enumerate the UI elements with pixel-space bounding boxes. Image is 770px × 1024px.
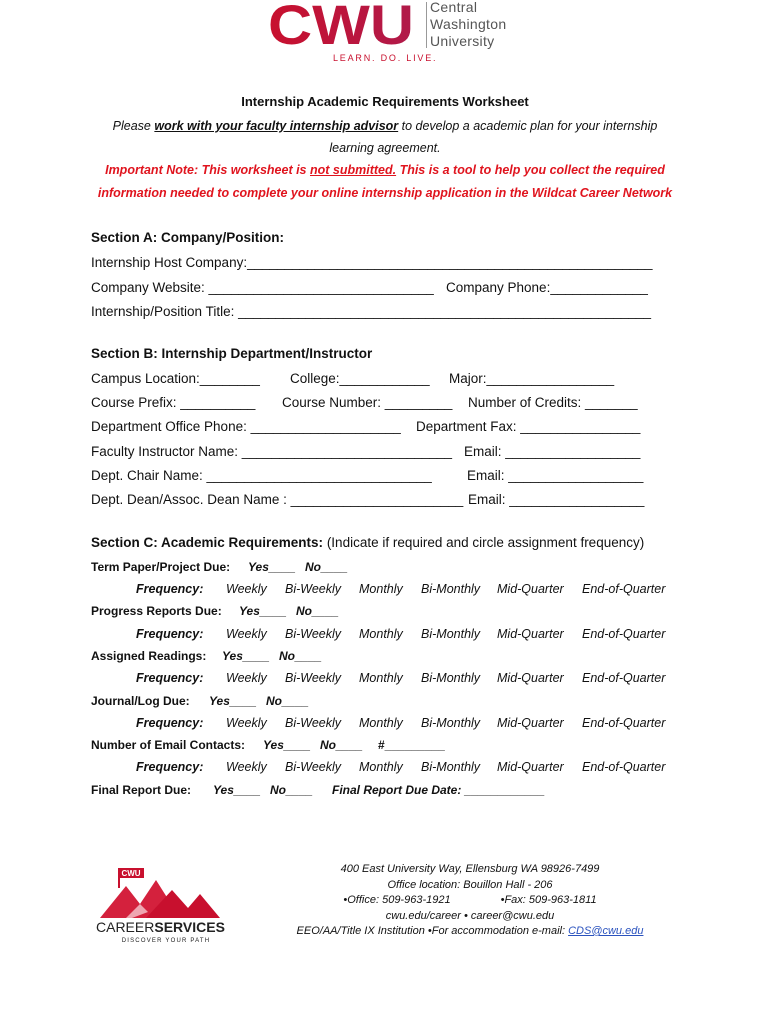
position-title-field[interactable]: Internship/Position Title: _______________________________________________________ bbox=[91, 304, 652, 319]
frequency-label: Frequency: bbox=[136, 716, 204, 730]
advisor-emphasis: work with your faculty internship advisor bbox=[154, 119, 399, 133]
frequency-option[interactable]: Weekly bbox=[226, 716, 267, 730]
company-website-field[interactable]: Company Website: ______________________________ bbox=[91, 280, 434, 295]
frequency-option[interactable]: Weekly bbox=[226, 671, 267, 685]
section-b-heading: Section B: Internship Department/Instructor bbox=[91, 346, 373, 361]
credits-field[interactable]: Number of Credits: _______ bbox=[468, 395, 638, 410]
intro-line-2: learning agreement. bbox=[329, 141, 441, 155]
frequency-option[interactable]: Mid-Quarter bbox=[497, 582, 564, 596]
faculty-email-field[interactable]: Email: __________________ bbox=[464, 444, 641, 459]
svg-text:CAREERSERVICES: CAREERSERVICES bbox=[96, 919, 225, 935]
frequency-option[interactable]: Bi-Weekly bbox=[285, 627, 342, 641]
requirement-yes-option[interactable]: Yes____ bbox=[222, 649, 270, 663]
frequency-option[interactable]: Monthly bbox=[359, 760, 403, 774]
requirement-yes-option[interactable]: Yes____ bbox=[263, 738, 311, 752]
faculty-name-field[interactable]: Faculty Instructor Name: ____________________________ bbox=[91, 444, 453, 459]
requirement-label: Journal/Log Due: bbox=[91, 694, 190, 708]
dean-email-field[interactable]: Email: __________________ bbox=[468, 492, 645, 507]
requirement-label: Term Paper/Project Due: bbox=[91, 560, 231, 574]
logo-divider bbox=[426, 2, 427, 48]
frequency-option[interactable]: Weekly bbox=[226, 582, 267, 596]
frequency-option[interactable]: Bi-Monthly bbox=[421, 760, 481, 774]
requirement-yes-option[interactable]: Yes____ bbox=[239, 604, 287, 618]
important-note-line-1: Important Note: This worksheet is not submitted. This is a tool to help you collect the required bbox=[105, 163, 665, 177]
svg-text:DISCOVER YOUR PATH: DISCOVER YOUR PATH bbox=[121, 938, 211, 944]
requirement-no-option[interactable]: No____ bbox=[279, 649, 322, 663]
frequency-label: Frequency: bbox=[136, 627, 204, 641]
dept-phone-field[interactable]: Department Office Phone: ____________________ bbox=[91, 419, 401, 434]
footer-web: cwu.edu/career • career@cwu.edu bbox=[385, 910, 555, 922]
footer-eeo: EEO/AA/Title IX Institution •For accommodation e-mail: CDS@cwu.edu bbox=[296, 925, 644, 937]
major-field[interactable]: Major:_________________ bbox=[449, 371, 615, 386]
frequency-option[interactable]: Bi-Monthly bbox=[421, 627, 481, 641]
campus-location-field[interactable]: Campus Location:________ bbox=[91, 371, 260, 386]
college-field[interactable]: College:____________ bbox=[290, 371, 430, 386]
section-a-heading: Section A: Company/Position: bbox=[91, 230, 285, 245]
frequency-option[interactable]: Monthly bbox=[359, 671, 403, 685]
host-company-field[interactable]: Internship Host Company:______________________________________________________ bbox=[91, 255, 653, 270]
email-contacts-count-field[interactable]: #_________ bbox=[378, 738, 445, 752]
career-services-logo bbox=[96, 864, 236, 944]
requirement-label: Assigned Readings: bbox=[91, 649, 207, 663]
frequency-label: Frequency: bbox=[136, 671, 204, 685]
chair-email-field[interactable]: Email: __________________ bbox=[467, 468, 644, 483]
frequency-option[interactable]: Bi-Weekly bbox=[285, 716, 342, 730]
frequency-option[interactable]: Bi-Weekly bbox=[285, 582, 342, 596]
frequency-option[interactable]: Mid-Quarter bbox=[497, 716, 564, 730]
requirement-no-option[interactable]: No____ bbox=[296, 604, 339, 618]
frequency-option[interactable]: Bi-Monthly bbox=[421, 582, 481, 596]
frequency-option[interactable]: Bi-Monthly bbox=[421, 716, 481, 730]
footer-address: 400 East University Way, Ellensburg WA 98926-7499 bbox=[340, 863, 600, 875]
logo-badge-text: CWU bbox=[121, 869, 141, 878]
frequency-option[interactable]: Mid-Quarter bbox=[497, 671, 564, 685]
final-report-no-option[interactable]: No____ bbox=[270, 783, 313, 797]
requirement-no-option[interactable]: No____ bbox=[266, 694, 309, 708]
frequency-option[interactable]: End-of-Quarter bbox=[582, 671, 666, 685]
frequency-option[interactable]: Bi-Weekly bbox=[285, 671, 342, 685]
page-title: Internship Academic Requirements Worksheet bbox=[241, 94, 529, 109]
frequency-option[interactable]: Monthly bbox=[359, 582, 403, 596]
frequency-option[interactable]: Bi-Weekly bbox=[285, 760, 342, 774]
frequency-option[interactable]: Monthly bbox=[359, 627, 403, 641]
frequency-label: Frequency: bbox=[136, 582, 204, 596]
accommodation-email-link[interactable]: CDS@cwu.edu bbox=[568, 925, 644, 937]
frequency-option[interactable]: Mid-Quarter bbox=[497, 627, 564, 641]
dean-name-field[interactable]: Dept. Dean/Assoc. Dean Name : _______________________ bbox=[91, 492, 464, 507]
logo-tagline: LEARN. DO. LIVE. bbox=[333, 53, 438, 63]
final-report-date-field[interactable]: Final Report Due Date: ____________ bbox=[332, 783, 545, 797]
frequency-option[interactable]: End-of-Quarter bbox=[582, 627, 666, 641]
course-prefix-field[interactable]: Course Prefix: __________ bbox=[91, 395, 256, 410]
frequency-option[interactable]: End-of-Quarter bbox=[582, 716, 666, 730]
course-number-field[interactable]: Course Number: _________ bbox=[282, 395, 453, 410]
company-phone-field[interactable]: Company Phone:_____________ bbox=[446, 280, 648, 295]
frequency-option[interactable]: Weekly bbox=[226, 760, 267, 774]
requirement-label: Progress Reports Due: bbox=[91, 604, 222, 618]
cwu-logo-mark bbox=[268, 0, 414, 50]
important-note-line-2: information needed to complete your online internship application in the Wildcat Career Network bbox=[97, 186, 673, 200]
frequency-option[interactable]: End-of-Quarter bbox=[582, 760, 666, 774]
frequency-option[interactable]: Mid-Quarter bbox=[497, 760, 564, 774]
svg-text:CWU: CWU bbox=[268, 0, 414, 50]
requirement-no-option[interactable]: No____ bbox=[305, 560, 348, 574]
frequency-option[interactable]: Weekly bbox=[226, 627, 267, 641]
intro-line-1: Please work with your faculty internship advisor to develop a academic plan for your internship bbox=[112, 119, 658, 133]
requirement-yes-option[interactable]: Yes____ bbox=[248, 560, 296, 574]
frequency-label: Frequency: bbox=[136, 760, 204, 774]
section-c-heading: Section C: Academic Requirements: (Indicate if required and circle assignment frequency) bbox=[91, 535, 645, 550]
footer-office: Office location: Bouillon Hall - 206 bbox=[387, 879, 553, 891]
final-report-label: Final Report Due: bbox=[91, 783, 192, 797]
requirement-yes-option[interactable]: Yes____ bbox=[209, 694, 257, 708]
logo-university-name: Central Washington University bbox=[430, 0, 507, 49]
footer-phone-fax: •Office: 509-963-1921 •Fax: 509-963-1811 bbox=[343, 894, 597, 906]
chair-name-field[interactable]: Dept. Chair Name: ______________________________ bbox=[91, 468, 432, 483]
dept-fax-field[interactable]: Department Fax: ________________ bbox=[416, 419, 641, 434]
requirement-no-option[interactable]: No____ bbox=[320, 738, 363, 752]
frequency-option[interactable]: Bi-Monthly bbox=[421, 671, 481, 685]
frequency-option[interactable]: End-of-Quarter bbox=[582, 582, 666, 596]
frequency-option[interactable]: Monthly bbox=[359, 716, 403, 730]
requirement-label: Number of Email Contacts: bbox=[91, 738, 246, 752]
final-report-yes-option[interactable]: Yes____ bbox=[213, 783, 261, 797]
